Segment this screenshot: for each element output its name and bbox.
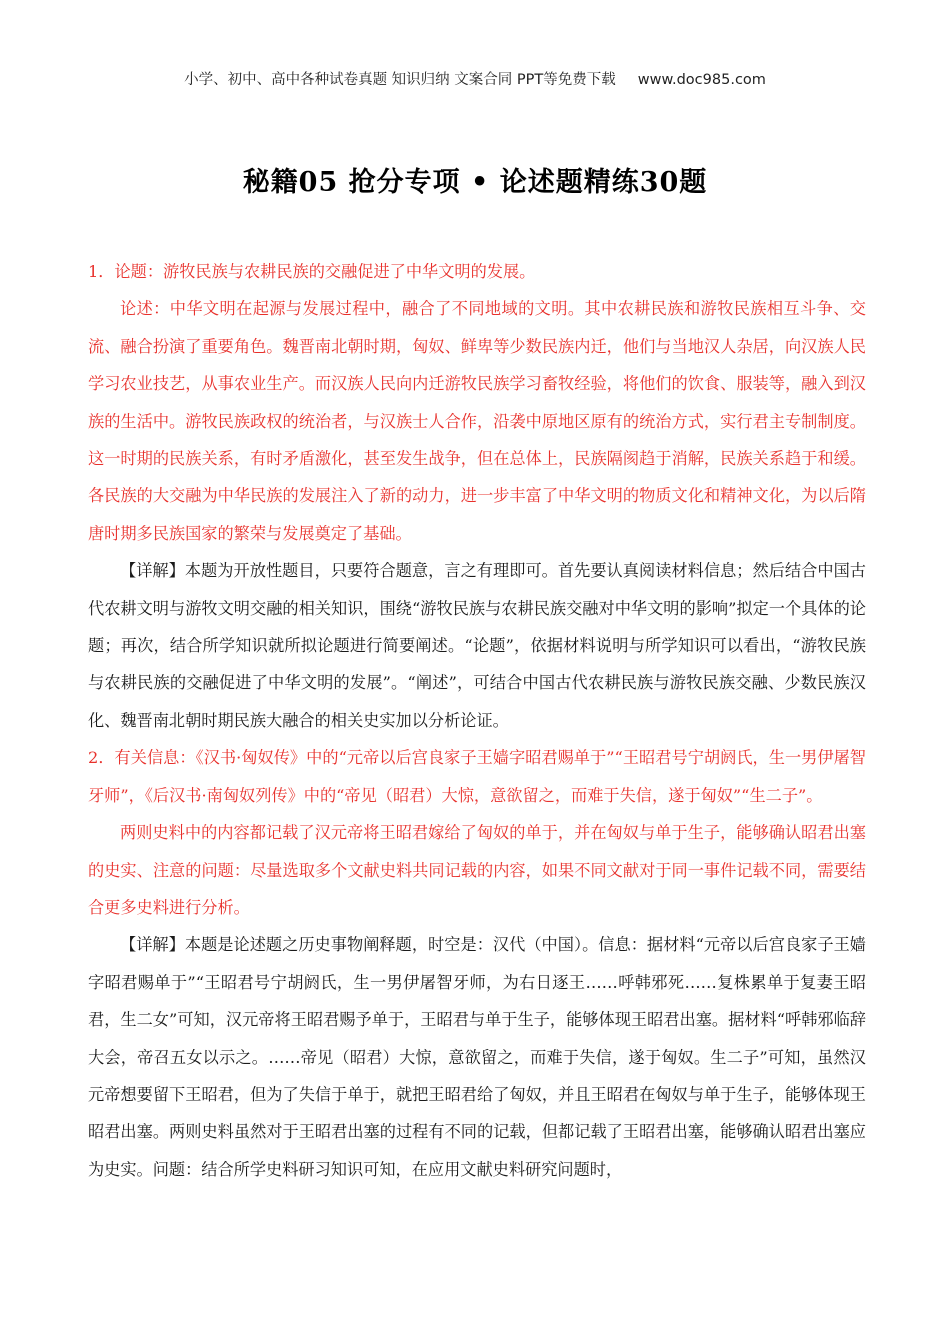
page-title: 秘籍05 抢分专项 • 论述题精练30题 — [242, 167, 708, 198]
question-1-answer: 论述：中华文明在起源与发展过程中，融合了不同地域的文明。其中农耕民族和游牧民族相互斗争、交流、融合扮演了重要角色。魏晋南北朝时期，匈奴、鲜卑等少数民族内迁，他们与当地汉人杂居，向汉族人民学习农业技艺，从事农业生产。而汉族人民向内迁游牧民族学习畜牧经验，将他们的饮食、服装等，融入到汉族的生活中。游牧民族政权的统治者，与汉族士人合作，沿袭中原地区原有的统治方式，实行君主专制制度。这一时期的民族关系，有时矛盾激化，甚至发生战争，但在总体上，民族隔阂趋于消解，民族关系趋于和缓。各民族的大交融为中华民族的发展注入了新的动力，进一步丰富了中华文明的物质文化和精神文化，为以后隋唐时期多民族国家的繁荣与发展奠定了基础。 — [88, 299, 866, 543]
question-2-title: 2．有关信息：《汉书·匈奴传》中的“元帝以后宫良家子王嫱字昭君赐单于”“王昭君号宁胡阏氏，生一男伊屠智牙师”，《后汉书·南匈奴列传》中的“帝见（昭君）大惊，意欲留之，而难于失信，遂于匈奴”“生二子”。 — [88, 748, 866, 805]
question-1-explanation: 【详解】本题为开放性题目，只要符合题意，言之有理即可。首先要认真阅读材料信息；然后结合中国古代农耕文明与游牧文明交融的相关知识，围绕“游牧民族与农耕民族交融对中华文明的影响”拟定一个具体的论题；再次，结合所学知识就所拟论题进行简要阐述。“论题”，依据材料说明与所学知识可以看出，“游牧民族与农耕民族的交融促进了中华文明的发展”。“阐述”，可结合中国古代农耕民族与游牧民族交融、少数民族汉化、魏晋南北朝时期民族大融合的相关史实加以分析论证。 — [88, 561, 866, 730]
question-1-title: 1．论题：游牧民族与农耕民族的交融促进了中华文明的发展。 — [88, 262, 536, 281]
page-header — [0, 68, 950, 89]
header-url[interactable]: www.doc985.com — [637, 72, 766, 88]
question-2-answer: 两则史料中的内容都记载了汉元帝将王昭君嫁给了匈奴的单于，并在匈奴与单于生子，能够确认昭君出塞的史实、注意的问题：尽量选取多个文献史料共同记载的内容，如果不同文献对于同一事件记载不同，需要结合更多史料进行分析。 — [88, 823, 866, 917]
question-2-explanation: 【详解】本题是论述题之历史事物阐释题，时空是：汉代（中国）。信息：据材料“元帝以后宫良家子王嫱字昭君赐单于”“王昭君号宁胡阏氏，生一男伊屠智牙师，为右日逐王……呼韩邪死……复株累单于复妻王昭君，生二女”可知，汉元帝将王昭君赐予单于，王昭君与单于生子，能够体现王昭君出塞。据材料“呼韩邪临辞大会，帝召五女以示之。……帝见（昭君）大惊，意欲留之，而难于失信，遂于匈奴。生二子”可知，虽然汉元帝想要留下王昭君，但为了失信于单于，就把王昭君给了匈奴，并且王昭君在匈奴与单于生子，能够体现王昭君出塞。两则史料虽然对于王昭君出塞的过程有不同的记载，但都记载了王昭君出塞，能够确认昭君出塞应为史实。问题：结合所学史料研习知识可知，在应用文献史料研究问题时， — [88, 935, 866, 1179]
header-text: 小学、初中、高中各种试卷真题 知识归纳 文案合同 PPT等免费下载 — [184, 72, 616, 88]
document-body — [88, 253, 866, 1188]
